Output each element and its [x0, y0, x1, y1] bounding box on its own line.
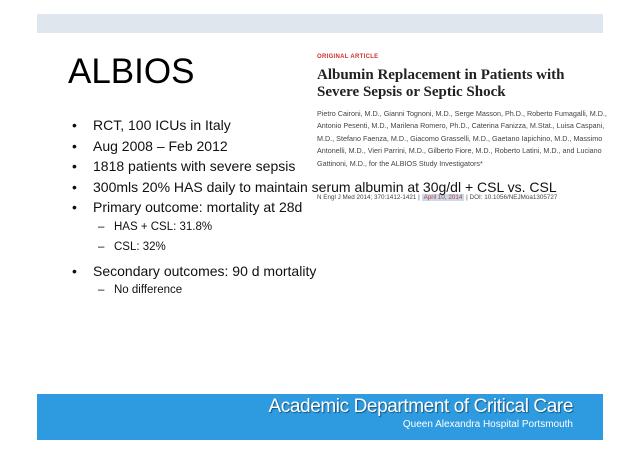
- bullet-text: Primary outcome: mortality at 28d: [93, 199, 303, 215]
- bullet-text: 1818 patients with severe sepsis: [93, 158, 296, 174]
- citation-date: April 10, 2014: [423, 194, 463, 201]
- sub-bullet-item: [72, 284, 612, 304]
- bullet-item: [72, 264, 612, 285]
- bullet-marker: •: [72, 158, 77, 174]
- footer-hospital: Queen Alexandra Hospital Portsmouth: [402, 419, 573, 430]
- article-authors: Pietro Caironi, M.D., Gianni Tognoni, M.D., Serge Masson, Ph.D., Roberto Fumagalli, M.D., Antonio Pesenti, M.D., Marilena Romero, Ph.D., Caterina Fanizza, M.Stat., Luisa Caspani, M.D., Stefano Faenza, M.D., Giacomo Grasselli, M.D., Gaetano Iapichino, M.D., Massimo Antonelli, M.D., Vieri Parrini, M.D., Gilberto Fiore, M.D., Roberto Latini, M.D., and Luciano Gattinoni, M.D., for the ALBIOS Study Investigators*: [317, 109, 607, 168]
- bullet-item: [72, 139, 612, 160]
- bullet-item: [72, 118, 612, 139]
- footer-band: [37, 394, 603, 440]
- bullet-marker: •: [72, 262, 77, 279]
- bullet-marker: •: [72, 199, 77, 215]
- sub-bullet-text: No difference: [114, 284, 183, 296]
- sub-bullet-item: [72, 221, 612, 241]
- bullet-item: [72, 159, 612, 180]
- footer-department: Academic Department of Critical Care: [268, 396, 573, 417]
- bullet-item: [72, 200, 612, 221]
- sub-bullet-text: HAS + CSL: 31.8%: [114, 220, 213, 233]
- bullet-list: [72, 118, 612, 304]
- slide-title: ALBIOS: [68, 52, 195, 91]
- header-band: [37, 14, 603, 33]
- sub-bullet-item: [72, 241, 612, 261]
- bullet-text: 300mls 20% HAS daily to maintain serum albumin at 30g/dl + CSL vs. CSL: [93, 178, 557, 195]
- sub-bullet-text: CSL: 32%: [114, 240, 166, 253]
- sub-bullet-marker: –: [98, 284, 105, 296]
- citation-doi: | DOI: 10.1056/NEJMoa1305727: [466, 194, 558, 201]
- sub-bullet-marker: –: [98, 220, 105, 233]
- article-title: Albumin Replacement in Patients with Severe Sepsis or Septic Shock: [317, 67, 565, 100]
- bullet-marker: •: [72, 178, 77, 195]
- bullet-text: Secondary outcomes: 90 d mortality: [93, 262, 317, 279]
- sub-bullet-marker: –: [98, 240, 105, 253]
- bullet-text: Aug 2008 – Feb 2012: [93, 137, 228, 154]
- bullet-marker: •: [72, 137, 77, 154]
- bullet-text: RCT, 100 ICUs in Italy: [93, 117, 231, 133]
- citation-journal: N Engl J Med 2014; 370:1412-1421 |: [317, 194, 420, 201]
- bullet-item: [72, 180, 612, 201]
- article-tag: ORIGINAL ARTICLE: [317, 54, 379, 60]
- bullet-marker: •: [72, 117, 77, 133]
